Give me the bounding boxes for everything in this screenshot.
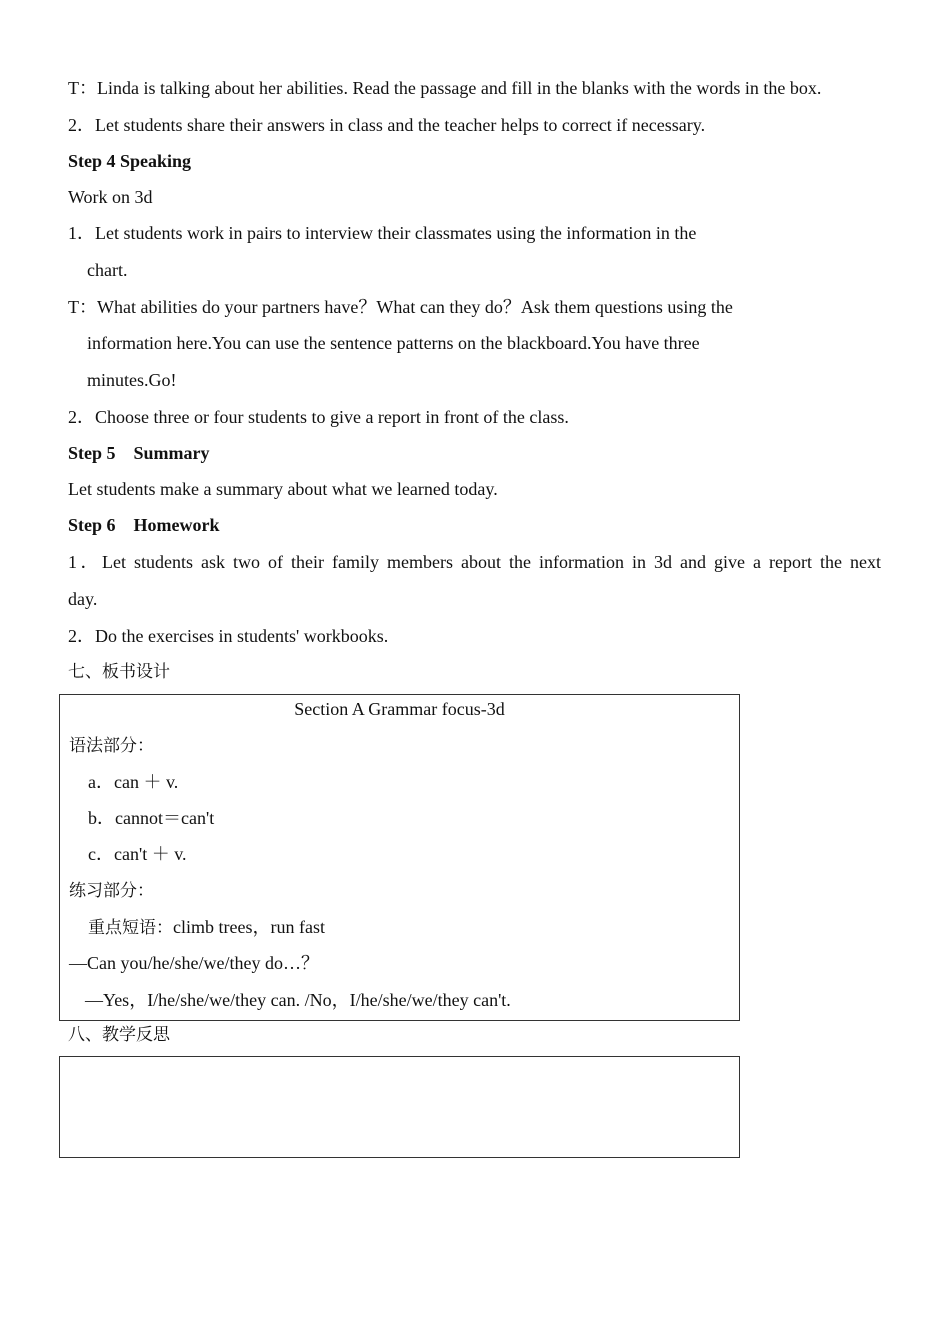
step-6-heading: Step 6 Homework: [68, 515, 220, 535]
grammar-item-a: a．can ＋ v.: [88, 772, 179, 792]
teacher-prompt-abilities-cont1: information here.You can use the sentence patterns on the blackboard.You have three: [87, 333, 700, 353]
sample-question: —Can you/he/she/we/they do…？: [69, 953, 319, 973]
board-title: Section A Grammar focus-3d: [294, 699, 505, 719]
section-heading-board-design: 七、板书设计: [68, 662, 170, 682]
homework-item-1: 1．Let students ask two of their family members about the information in 3d and give a report the next: [68, 552, 881, 572]
step-item-report: 2．Choose three or four students to give a report in front of the class.: [68, 407, 569, 427]
section-heading-reflection: 八、教学反思: [68, 1025, 170, 1045]
step-item-interview-cont: chart.: [87, 260, 128, 280]
summary-text: Let students make a summary about what we learned today.: [68, 479, 498, 499]
board-design-box: [59, 694, 740, 1021]
reflection-box: [59, 1056, 740, 1158]
instruction-linda: T：Linda is talking about her abilities. Read the passage and fill in the blanks with the words in the box.: [68, 78, 822, 98]
grammar-item-b: b．cannot＝can't: [88, 808, 215, 828]
step-4-heading: Step 4 Speaking: [68, 151, 192, 171]
step-item-interview: 1．Let students work in pairs to interview their classmates using the information in the: [68, 223, 697, 243]
teacher-prompt-abilities-cont2: minutes.Go!: [87, 370, 177, 390]
teacher-prompt-abilities: T：What abilities do your partners have？What can they do？Ask them questions using the: [68, 297, 733, 317]
homework-item-1-cont: day.: [68, 589, 98, 609]
grammar-item-c: c．can't ＋ v.: [88, 844, 187, 864]
practice-heading: 练习部分：: [69, 881, 154, 901]
step-item-share-answers: 2．Let students share their answers in class and the teacher helps to correct if necessary.: [68, 115, 706, 135]
work-on-3d: Work on 3d: [68, 187, 153, 207]
homework-item-2: 2．Do the exercises in students' workbooks.: [68, 626, 389, 646]
sample-answer: —Yes，I/he/she/we/they can. /No，I/he/she/we/they can't.: [85, 990, 511, 1010]
key-phrases-text: climb trees，run fast: [173, 917, 325, 937]
grammar-heading: 语法部分：: [69, 736, 154, 756]
step-5-heading: Step 5 Summary: [68, 443, 210, 463]
key-phrases: [88, 916, 325, 939]
key-phrases-label: 重点短语：: [88, 918, 173, 938]
